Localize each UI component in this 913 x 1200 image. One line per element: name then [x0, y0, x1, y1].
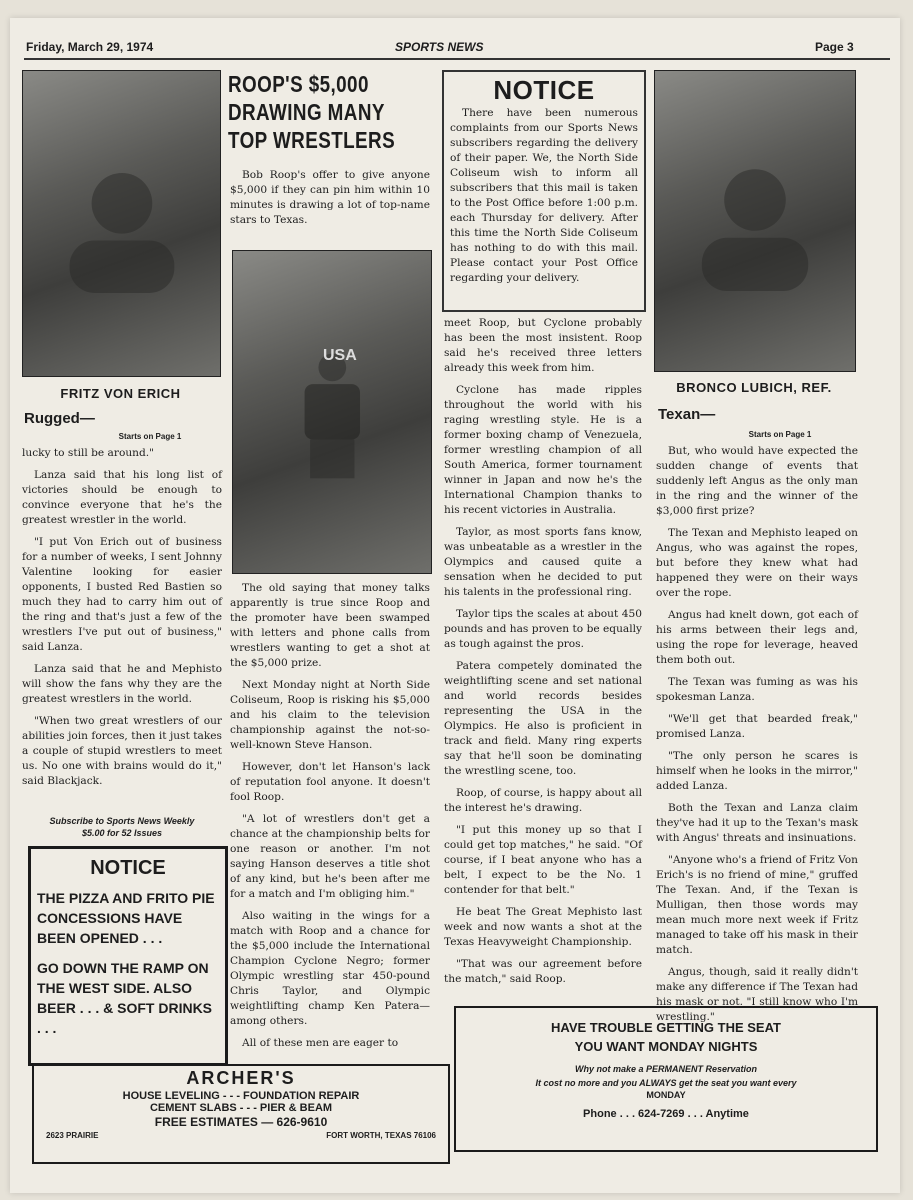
paragraph: All of these men are eager to: [242, 1037, 399, 1049]
archers-ad: [32, 1064, 450, 1164]
paragraph: "Anyone who's a friend of Fritz Von Erich's is no friend of mine," gruffed The Texan. And, if the Texan is Mulligan, then those words may mean much more next week if Fritz managed to take off his mask in their match.: [656, 854, 859, 956]
archers-city: FORT WORTH, TEXAS 76106: [326, 1131, 436, 1140]
subscribe-line: Subscribe to Sports News Weekly: [49, 816, 195, 826]
notice-box-line1: THE PIZZA AND FRITO PIE CONCESSIONS HAVE BEEN OPENED . . .: [37, 890, 215, 946]
delivery-notice-text: [444, 104, 644, 286]
delivery-notice-box: [442, 70, 646, 312]
paragraph: "A lot of wrestlers don't get a chance at the championship belts for one reason or another. I'm not saying Hanson deserves a title shot of any kind, but he's been after me for a match and I'm obliging him.": [230, 813, 430, 900]
paragraph: "I put this money up so that I could get top matches," he said. "Of course, if I beat anyone who has a belt, I expect to be the No. 1 contender for that belt.": [444, 824, 642, 896]
paragraph: Also waiting in the wings for a match with Roop and a chance for the $5,000 include the International Champion Cyclone Negro; former Olympic wrestling star 450-pound Chris Taylor, and Olympic weightlifting champ Ken Patera—among others.: [230, 910, 430, 1027]
paragraph: Angus had knelt down, got each of his arms between their legs and, using the rope for leverage, heaved them both out.: [656, 609, 858, 666]
paragraph: "The only person he scares is himself when he looks in the mirror," added Lanza.: [656, 750, 858, 792]
paragraph: Lanza said that his long list of victories should be enough to convince everyone that he's the greatest wrestler in the world.: [22, 469, 222, 526]
bob-roop-photo: [232, 250, 432, 574]
roop-continued-article: [444, 316, 642, 994]
subscribe-price: $5.00 for 52 Issues: [81, 828, 163, 838]
paper-name: SPORTS NEWS: [395, 40, 484, 54]
paragraph: Lanza said that he and Mephisto will show the fans why they are the greatest wrestlers in the world.: [22, 663, 222, 705]
seat-ad-phone: Phone . . . 624-7269 . . . Anytime: [583, 1108, 749, 1120]
header-rule: [24, 58, 890, 60]
paragraph: meet Roop, but Cyclone probably has been the most insistent. Roop said he's received three letters already this week from him.: [444, 317, 642, 374]
paragraph: "We'll get that bearded freak," promised Lanza.: [656, 713, 858, 740]
delivery-notice-title: NOTICE: [493, 75, 595, 105]
roop-headline: ROOP'S $5,000 DRAWING MANY TOP WRESTLERS: [228, 71, 396, 153]
section-title-texan: Texan—: [658, 406, 716, 423]
paragraph: Taylor tips the scales at about 450 pounds and has proven to be equally as tough against the pros.: [444, 608, 642, 650]
paragraph: Roop, of course, is happy about all the interest he's drawing.: [444, 787, 642, 814]
paragraph: "That was our agreement before the match," said Roop.: [444, 958, 642, 985]
seat-ad-line5: MONDAY: [646, 1090, 686, 1100]
archers-line2: CEMENT SLABS - - - PIER & BEAM: [149, 1102, 333, 1114]
page-number: Page 3: [815, 40, 854, 54]
photo-caption-right: BRONCO LUBICH, REF.: [676, 380, 832, 395]
paragraph: Next Monday night at North Side Coliseum, Roop is risking his $5,000 and his claim to the television championship against the not-so-well-known Steve Hanson.: [230, 679, 430, 751]
wrestler-figure-icon: [263, 283, 402, 541]
paragraph: Bob Roop's offer to give anyone $5,000 if they can pin him within 10 minutes is drawing a lot of top-name stars to Texas.: [230, 169, 430, 226]
paragraph: "When two great wrestlers of our abilities join forces, then it just takes a couple of stupid wrestlers to meet us. No one with brains would do it," said Blackjack.: [22, 715, 222, 787]
paragraph: Cyclone has made ripples throughout the world with his raging wrestling style. He is a former boxing champ of Venezuela, former wrestling champion of all South America, former tournament winner in Japan and now he's the International Champion thanks to his recent victories in Australia.: [444, 384, 642, 516]
paragraph: The Texan was fuming as was his spokesman Lanza.: [656, 676, 858, 703]
starts-on-right: Starts on Page 1: [748, 430, 812, 439]
paragraph: Both the Texan and Lanza claim they've had it up to the Texan's mask with Angus' threats and insinuations.: [656, 802, 858, 844]
archers-line3: FREE ESTIMATES — 626-9610: [154, 1115, 328, 1129]
archers-street: 2623 PRAIRIE: [46, 1131, 99, 1140]
portrait-icon: [53, 102, 191, 346]
paragraph: Patera competely dominated the weightlifting scene and set national and world records besides representing the USA in the Olympics. He also is proficient in track and field. Many ring experts say that he'll soon be dominating the wrestling scene, too.: [444, 660, 642, 777]
fritz-von-erich-photo: [22, 70, 221, 377]
paragraph: He beat The Great Mephisto last week and now wants a shot at the Texas Heavyweight Championship.: [444, 906, 642, 948]
texan-article: [656, 444, 858, 1032]
rugged-article: [22, 446, 222, 796]
notice-box-title: NOTICE: [90, 857, 166, 879]
notice-box-line2: GO DOWN THE RAMP ON THE WEST SIDE. ALSO BEER . . . & SOFT DRINKS . . .: [37, 960, 213, 1036]
seat-ad-line4: It cost no more and you ALWAYS get the seat you want every: [535, 1078, 797, 1088]
seat-ad-line3: Why not make a PERMANENT Reservation: [574, 1064, 758, 1074]
newspaper-page: [10, 18, 900, 1193]
paragraph: Taylor, as most sports fans know, was unbeatable as a wrestler in the Olympics and caused quite a sensation when he decided to put his talents in the professional ring.: [444, 526, 642, 598]
paragraph: lucky to still be around.": [22, 447, 154, 459]
seat-reservation-ad: [454, 1006, 878, 1152]
archers-address: [34, 1129, 448, 1140]
seat-ad-line2: YOU WANT MONDAY NIGHTS: [574, 1039, 758, 1054]
concessions-notice-box: [28, 846, 228, 1066]
section-title-rugged: Rugged—: [24, 410, 95, 427]
bronco-lubich-photo: [654, 70, 856, 372]
archers-line1: HOUSE LEVELING - - - FOUNDATION REPAIR: [122, 1090, 360, 1102]
roop-intro: [230, 168, 430, 235]
paragraph: However, don't let Hanson's lack of reputation fool anyone. It doesn't fool Roop.: [230, 761, 430, 803]
paragraph: But, who would have expected the sudden change of events that suddenly left Angus as the only man in the ring and the winner of the $3,000 first prize?: [656, 445, 858, 517]
archers-name: ARCHER'S: [186, 1068, 296, 1088]
paragraph: The Texan and Mephisto leaped on Angus, who was against the ropes, but before they knew what had happened they were on their ways over the rope.: [656, 527, 858, 599]
paragraph: Angus, though, said it really didn't make any difference if The Texan had his mask or not. "I still know who I'm wrestling.": [656, 966, 858, 1023]
shirt-text: USA: [323, 347, 357, 364]
issue-date: Friday, March 29, 1974: [26, 40, 154, 54]
subscribe-notice: [22, 815, 222, 839]
seat-ad-line1: HAVE TROUBLE GETTING THE SEAT: [551, 1020, 781, 1035]
paragraph: There have been numerous complaints from our Sports News subscribers regarding the delivery of their paper. We, the North Side Coliseum wish to inform all subscribers that this mail is taken to the Post Office before 1:00 p.m. each Thursday for delivery. After this time the North Side Coliseum has nothing to do with this mail. Please contact your Post Office regarding your delivery.: [450, 107, 638, 284]
photo-caption-left: FRITZ VON ERICH: [60, 386, 181, 401]
portrait-icon: [685, 101, 825, 341]
paragraph: "I put Von Erich out of business for a number of weeks, I sent Johnny Valentine looking for easier opponents, I busted Red Bastien so much they had to carry him out of the ring and that's just a few of the wrestlers I've put out of business," said Lanza.: [22, 536, 222, 653]
roop-article: [230, 581, 430, 1058]
paragraph: The old saying that money talks apparently is true since Roop and the promoter have been swamped with letters and phone calls from wrestlers wanting to get a shot at the $5,000 prize.: [230, 582, 430, 669]
starts-on-left: Starts on Page 1: [118, 432, 182, 441]
